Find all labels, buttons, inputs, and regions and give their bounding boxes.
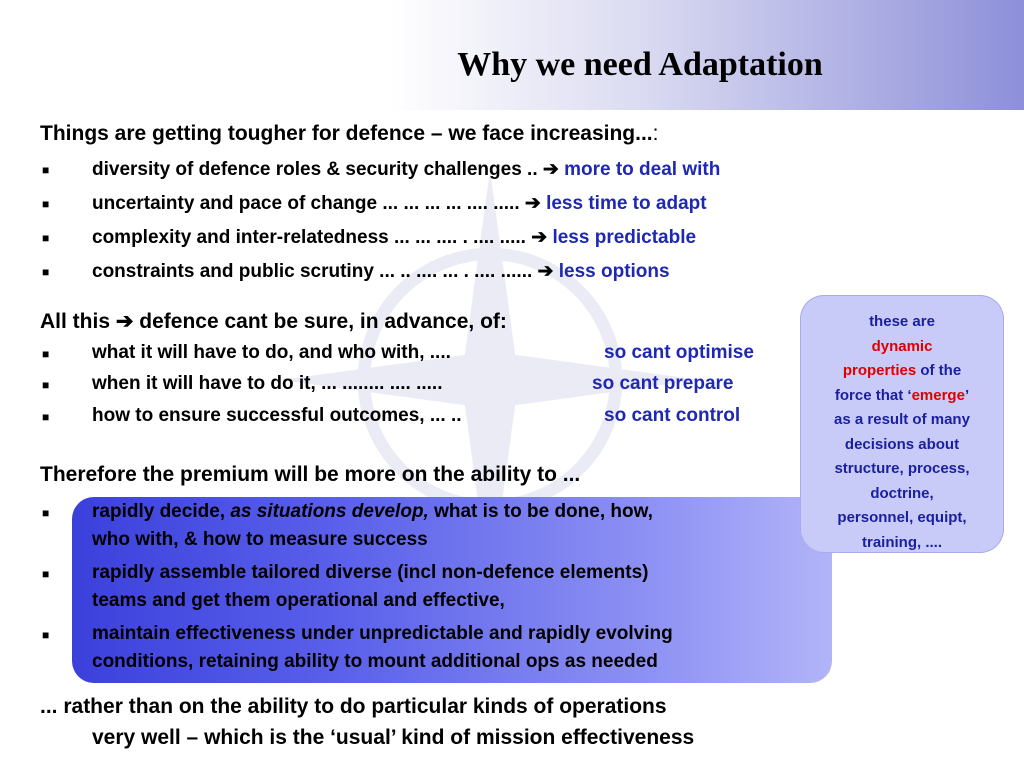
list-item-text: rapidly assemble tailored diverse (incl non-defence elements) [92,562,649,583]
list-item-emphasis: as situations develop, [230,501,429,522]
callout-line: these are [869,313,935,330]
list-item [92,501,653,523]
list-item-text: diversity of defence roles & security challenges .. [92,159,543,180]
callout-emphasis: properties [842,362,917,379]
arrow-right-icon: ➔ [524,193,541,214]
list-item-text: teams and get them operational and effective, [92,590,505,611]
callout-line-text: ’ [964,386,970,404]
list-item-result: more to deal with [558,159,721,180]
list-item-text: constraints and public scrutiny ... .. .... ... . .... ...... [92,261,538,282]
closing-line-1: ... rather than on the ability to do particular kinds of operations [40,695,667,718]
list-item-text: when it will have to do it, ... ........ .... ..... [92,373,443,394]
list-item [92,226,696,249]
list-item-text: what it will have to do, and who with, .... [92,342,451,363]
section1-heading [40,122,658,146]
closing-line-2: very well – which is the ‘usual’ kind of mission effectiveness [92,726,695,749]
bullet-icon: ■ [42,628,50,642]
side-callout-text [806,310,998,555]
section1-heading-colon: : [652,122,659,145]
list-item-text: what is to be done, how, [428,501,653,522]
bullet-icon: ■ [42,197,50,211]
callout-line: as a result of many [834,411,970,428]
list-item-result: less time to adapt [540,193,707,214]
callout-line [806,384,998,409]
list-item-text: conditions, retaining ability to mount additional ops as needed [92,651,658,672]
callout-line: training, .... [861,533,942,551]
list-item-result: so cant optimise [604,342,754,363]
list-item-result: less options [553,261,670,282]
list-item-text: rapidly decide, [92,501,231,522]
callout-line: decisions about [844,435,960,453]
list-item-result: so cant control [604,405,741,426]
callout-line [806,359,998,384]
section2-heading-text: defence cant be sure, in advance, of: [133,310,507,333]
bullet-icon: ■ [42,231,50,245]
callout-line: doctrine, [870,484,934,502]
list-item [92,260,670,283]
callout-line: structure, process, [834,460,970,477]
callout-line: personnel, equipt, [837,509,967,526]
arrow-right-icon: ➔ [537,261,554,282]
callout-emphasis: emerge [911,386,965,404]
callout-emphasis: dynamic [871,337,933,355]
bullet-icon: ■ [42,506,50,520]
list-item [92,158,720,181]
list-item-text: who with, & how to measure success [92,529,428,550]
bullet-icon: ■ [42,163,50,177]
list-item-text: maintain effectiveness under unpredictable and rapidly evolving [92,623,673,644]
slide-title: Why we need Adaptation [457,46,823,83]
arrow-right-icon: ➔ [531,227,548,248]
bullet-icon: ■ [42,410,50,424]
section3-heading: Therefore the premium will be more on the ability to ... [40,463,581,486]
section2-heading [40,309,507,334]
bullet-icon: ■ [42,265,50,279]
section2-heading-text: All this [40,310,116,333]
section1-heading-text: Things are getting tougher for defence – we face increasing... [40,122,653,145]
list-item [92,192,707,215]
list-item-text: complexity and inter-relatedness ... ... .... . .... ..... [92,227,532,248]
callout-line-text: force that ‘ [834,386,912,404]
bullet-icon: ■ [42,567,50,581]
list-item-result: so cant prepare [592,373,734,394]
arrow-right-icon: ➔ [542,159,559,180]
bullet-icon: ■ [42,378,50,392]
bullet-icon: ■ [42,347,50,361]
list-item-text: uncertainty and pace of change ... ... ... ... .... ..... [92,193,525,214]
list-item-result: less predictable [547,227,697,248]
arrow-right-icon: ➔ [115,310,134,333]
list-item-text: how to ensure successful outcomes, ... .. [92,405,462,426]
callout-line-text: of the [916,362,962,379]
